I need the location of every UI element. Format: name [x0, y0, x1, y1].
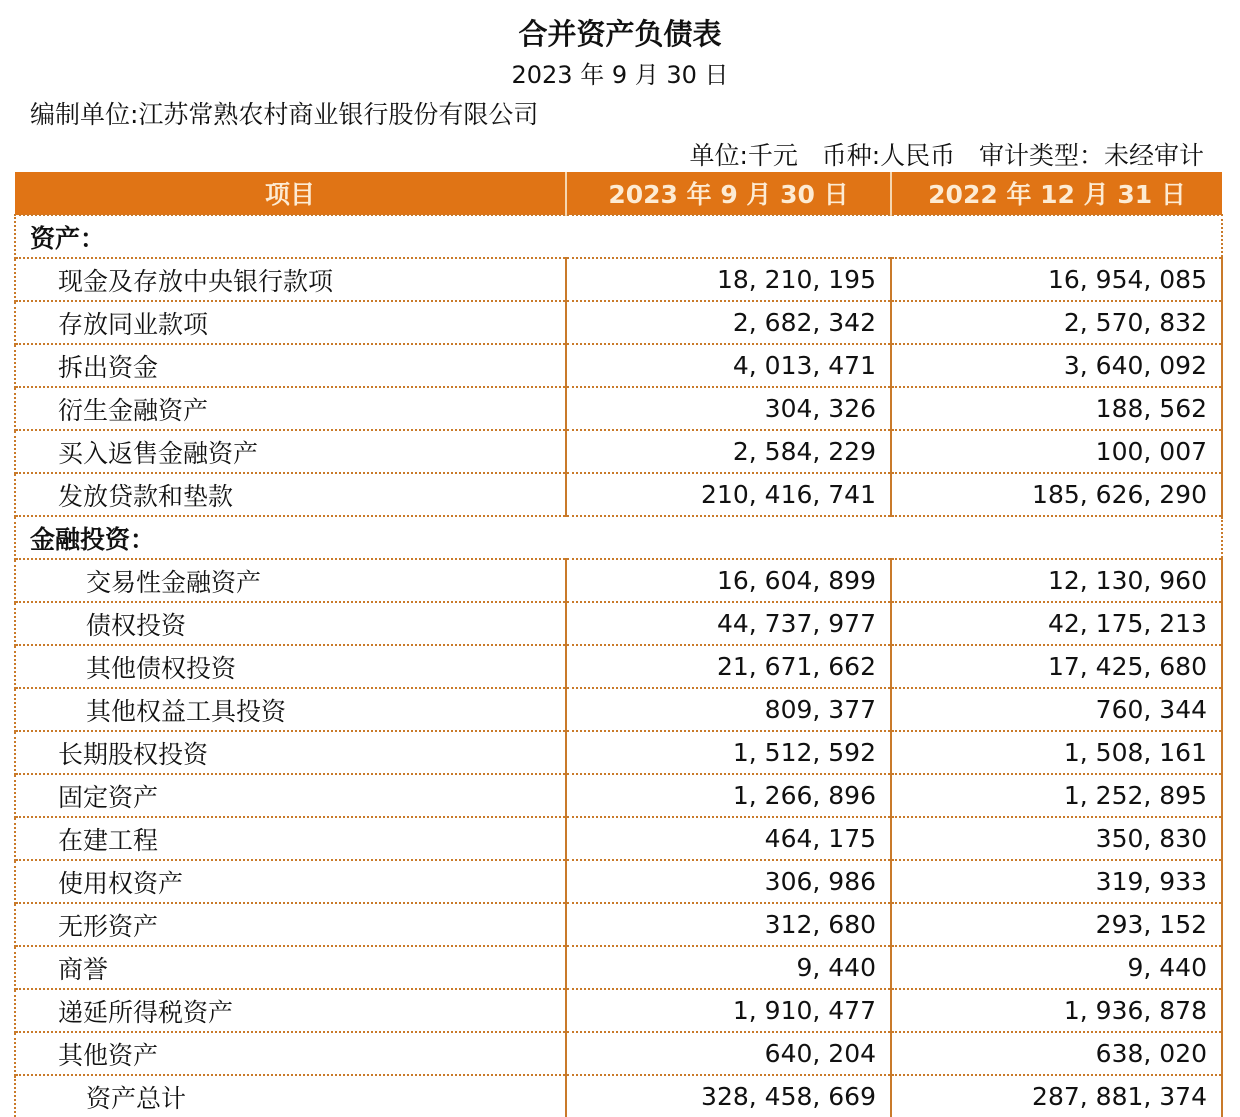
value-current: 304, 326	[566, 387, 891, 430]
item-label: 债权投资	[15, 602, 566, 645]
column-header-current: 2023 年 9 月 30 日	[566, 172, 891, 215]
value-current: 312, 680	[566, 903, 891, 946]
item-label: 其他债权投资	[15, 645, 566, 688]
value-prior: 1, 508, 161	[891, 731, 1222, 774]
table-row	[15, 387, 1222, 430]
item-label: 在建工程	[15, 817, 566, 860]
value-current: 464, 175	[566, 817, 891, 860]
section-row	[15, 215, 1222, 258]
value-current: 16, 604, 899	[566, 559, 891, 602]
balance-sheet-table	[14, 172, 1223, 1117]
table-header-row	[15, 172, 1222, 215]
table-row	[15, 817, 1222, 860]
item-label: 发放贷款和垫款	[15, 473, 566, 516]
reporting-entity: 编制单位:江苏常熟农村商业银行股份有限公司	[30, 100, 539, 129]
value-prior: 100, 007	[891, 430, 1222, 473]
value-prior: 2, 570, 832	[891, 301, 1222, 344]
item-label: 递延所得税资产	[15, 989, 566, 1032]
value-current: 2, 682, 342	[566, 301, 891, 344]
value-current: 328, 458, 669	[566, 1075, 891, 1117]
table-row	[15, 860, 1222, 903]
section-label: 金融投资：	[15, 516, 1222, 559]
table-row	[15, 774, 1222, 817]
table-row	[15, 473, 1222, 516]
value-current: 640, 204	[566, 1032, 891, 1075]
table-row	[15, 344, 1222, 387]
section-row	[15, 516, 1222, 559]
table-row	[15, 946, 1222, 989]
table-row	[15, 559, 1222, 602]
value-current: 1, 512, 592	[566, 731, 891, 774]
table-row	[15, 645, 1222, 688]
value-prior: 16, 954, 085	[891, 258, 1222, 301]
value-prior: 3, 640, 092	[891, 344, 1222, 387]
value-current: 2, 584, 229	[566, 430, 891, 473]
value-current: 9, 440	[566, 946, 891, 989]
table-row	[15, 1032, 1222, 1075]
document-title: 合并资产负债表	[518, 17, 722, 51]
report-date: 2023 年 9 月 30 日	[511, 61, 729, 89]
item-label: 存放同业款项	[15, 301, 566, 344]
item-label: 其他权益工具投资	[15, 688, 566, 731]
value-current: 306, 986	[566, 860, 891, 903]
item-label: 现金及存放中央银行款项	[15, 258, 566, 301]
value-current: 21, 671, 662	[566, 645, 891, 688]
table-row	[15, 688, 1222, 731]
value-prior: 760, 344	[891, 688, 1222, 731]
item-label: 使用权资产	[15, 860, 566, 903]
value-prior: 350, 830	[891, 817, 1222, 860]
section-label: 资产：	[15, 215, 1222, 258]
value-prior: 9, 440	[891, 946, 1222, 989]
value-current: 210, 416, 741	[566, 473, 891, 516]
unit-currency-audit: 单位:千元 币种:人民币 审计类型：未经审计	[689, 141, 1204, 170]
table-row	[15, 301, 1222, 344]
table-row	[15, 989, 1222, 1032]
value-current: 4, 013, 471	[566, 344, 891, 387]
value-prior: 185, 626, 290	[891, 473, 1222, 516]
value-prior: 638, 020	[891, 1032, 1222, 1075]
table-row	[15, 602, 1222, 645]
value-current: 44, 737, 977	[566, 602, 891, 645]
value-current: 809, 377	[566, 688, 891, 731]
value-current: 1, 910, 477	[566, 989, 891, 1032]
value-prior: 293, 152	[891, 903, 1222, 946]
value-current: 18, 210, 195	[566, 258, 891, 301]
item-label: 其他资产	[15, 1032, 566, 1075]
item-label: 拆出资金	[15, 344, 566, 387]
value-prior: 12, 130, 960	[891, 559, 1222, 602]
item-label: 衍生金融资产	[15, 387, 566, 430]
table-row	[15, 731, 1222, 774]
item-label: 无形资产	[15, 903, 566, 946]
table-row	[15, 430, 1222, 473]
value-prior: 42, 175, 213	[891, 602, 1222, 645]
item-label: 买入返售金融资产	[15, 430, 566, 473]
value-prior: 17, 425, 680	[891, 645, 1222, 688]
item-label: 长期股权投资	[15, 731, 566, 774]
value-prior: 319, 933	[891, 860, 1222, 903]
value-prior: 188, 562	[891, 387, 1222, 430]
item-label: 固定资产	[15, 774, 566, 817]
item-label: 商誉	[15, 946, 566, 989]
table-row	[15, 1075, 1222, 1117]
table-row	[15, 903, 1222, 946]
item-label: 交易性金融资产	[15, 559, 566, 602]
value-prior: 1, 936, 878	[891, 989, 1222, 1032]
value-current: 1, 266, 896	[566, 774, 891, 817]
column-header-prior: 2022 年 12 月 31 日	[891, 172, 1222, 215]
table-row	[15, 258, 1222, 301]
value-prior: 287, 881, 374	[891, 1075, 1222, 1117]
column-header-item: 项目	[15, 172, 566, 215]
item-label: 资产总计	[15, 1075, 566, 1117]
value-prior: 1, 252, 895	[891, 774, 1222, 817]
